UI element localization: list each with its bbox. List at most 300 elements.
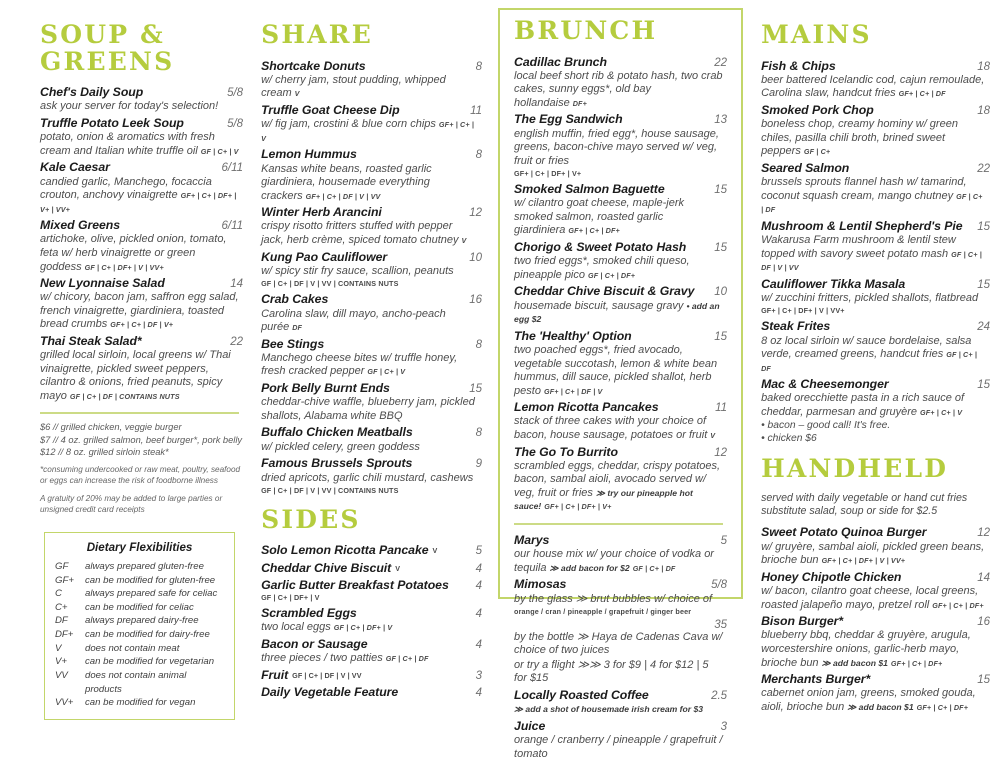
menu-item[interactable] — [261, 249, 482, 291]
item-header — [261, 336, 482, 352]
item-description: baked orecchiette pasta in a rich sauce of cheddar, parmesan and gruyère GF+ | C+ | V — [761, 392, 965, 418]
dietary-tags: GF | C+ | DF — [632, 563, 676, 573]
menu-item[interactable] — [761, 376, 990, 446]
menu-item[interactable] — [761, 318, 990, 375]
column-brunch — [498, 8, 743, 760]
item-name: Bacon or Sausage — [261, 637, 368, 651]
menu-item[interactable] — [761, 524, 990, 567]
dietary-definition: can be modified for gluten-free — [85, 574, 216, 586]
item-header — [261, 636, 482, 652]
dietary-tag: V — [395, 563, 401, 573]
dietary-code: GF — [55, 561, 69, 573]
dietary-tags: GF+ | C+ | DF+ — [932, 600, 984, 610]
dietary-tags: GF | C+ — [803, 147, 831, 157]
dietary-tags: GF+ | C+ | DF+ — [916, 702, 969, 712]
menu-item[interactable] — [514, 54, 727, 111]
item-description: w/ gruyère, sambal aioli, pickled green beans, brioche bun GF+ | C+ | DF+ | V | VV+ — [761, 540, 985, 567]
menu-item[interactable] — [761, 569, 990, 612]
item-price: 3 — [720, 720, 728, 733]
menu-item[interactable] — [261, 455, 482, 497]
item-header — [761, 376, 990, 392]
menu-item[interactable] — [261, 636, 482, 666]
dietary-row — [55, 614, 224, 628]
menu-item[interactable] — [40, 333, 243, 403]
dietary-row — [55, 574, 224, 588]
item-header — [761, 160, 990, 176]
dietary-tags: GF | C+ | DF+ | V | VV+ — [84, 262, 164, 272]
menu-item[interactable] — [761, 58, 990, 101]
item-header — [761, 613, 990, 629]
item-note: ≫ add a shot of housemade irish cream for $3 — [514, 704, 704, 715]
column-share-sides — [253, 14, 498, 700]
item-header — [761, 524, 990, 540]
menu-item[interactable] — [261, 380, 482, 423]
item-header — [261, 102, 482, 118]
item-price: 15 — [714, 330, 728, 343]
item-header — [514, 54, 727, 70]
addon-line: $7 // 4 oz. grilled salmon, beef burger*, pork belly — [40, 434, 243, 445]
dietary-row — [55, 696, 224, 710]
dietary-tags: GF+ | C+ | V — [920, 407, 963, 417]
menu-item[interactable] — [514, 444, 727, 514]
item-description: w/ fig jam, crostini & blue corn chips GF+ | C+ | V — [261, 118, 475, 143]
dietary-tags: GF+ | C+ | DF+ | V | VV+ — [761, 306, 845, 316]
dietary-tags: GF | C+ | DF | V | VV — [761, 249, 982, 273]
dietary-definition: does not contain animal products — [85, 669, 187, 695]
item-description: dried apricots, garlic chili mustard, cashews — [261, 471, 474, 484]
item-price: 5 — [720, 534, 728, 547]
item-price: 15 — [977, 220, 990, 233]
item-description: stack of three cakes with your choice of bacon, house sausage, potatoes or fruit V — [514, 415, 716, 441]
item-name: Seared Salmon — [761, 160, 850, 175]
item-description: by the glass ≫ brut bubbles w/ choice of — [514, 592, 713, 605]
dietary-code: V+ — [55, 656, 68, 668]
dietary-tags: GF+ | C+ | DF+ | V+ — [514, 169, 582, 179]
item-header — [761, 218, 990, 234]
item-name: Mixed Greens — [40, 218, 121, 233]
item-header — [261, 146, 482, 162]
item-price: 11 — [715, 402, 728, 415]
gratuity-text: A gratuity of 20% may be added to large parties or unsigned credit card receipts — [40, 494, 223, 515]
item-description: grilled local sirloin, local greens w/ Thai vinaigrette, pickled sweet peppers, cilantro & onions, fried peanuts, spicy mayo GF | C+ | DF | CONTAINS NUTS — [40, 349, 231, 402]
item-price: 5/8 — [227, 117, 244, 130]
item-header — [761, 58, 990, 74]
item-description: w/ pickled celery, green goddess — [261, 440, 420, 453]
menu-item[interactable] — [514, 532, 727, 575]
item-name: Kung Pao Cauliflower — [261, 249, 388, 264]
dietary-tags: DF+ — [572, 98, 587, 108]
item-price: 4 — [475, 639, 483, 651]
item-extra: • chicken $6 — [761, 433, 817, 445]
dietary-tags: GF | C+ | DF | CONTAINS NUTS — [69, 391, 180, 401]
menu-item[interactable] — [261, 605, 482, 635]
dietary-row — [55, 560, 224, 574]
item-price: 8 — [475, 338, 483, 351]
menu-item[interactable] — [261, 667, 482, 683]
dietary-row — [55, 601, 224, 615]
item-name: Honey Chipotle Chicken — [761, 569, 902, 584]
menu-item[interactable] — [40, 84, 243, 114]
item-name: Smoked Pork Chop — [761, 102, 874, 117]
item-name: Cheddar Chive Biscuit & Gravy — [514, 284, 695, 299]
item-name: Truffle Potato Leek Soup — [40, 115, 184, 130]
item-description: crispy risotto fritters stuffed with pepper jack, herb crème, spiced tomato chutney V — [261, 220, 467, 246]
item-name: Juice — [514, 718, 546, 733]
item-description: w/ cilantro goat cheese, maple-jerk smoked salmon, roasted garlic giardiniera GF+ | C+ | DF+ — [514, 197, 685, 237]
menu-item[interactable] — [514, 111, 727, 180]
item-note: • add an egg $2 — [514, 300, 720, 325]
menu-item[interactable] — [40, 115, 243, 158]
item-description: artichoke, olive, pickled onion, tomato, feta w/ herb vinaigrette or green goddess GF | C+ | DF+ | V | VV+ — [40, 233, 227, 273]
brunch-divider — [514, 523, 723, 525]
menu-item[interactable] — [514, 328, 727, 398]
dietary-tags: DF — [292, 323, 303, 333]
item-description: cabernet onion jam, greens, smoked gouda, aioli, brioche bun ≫ add bacon $1 GF+ | C+ | DF+ — [761, 687, 976, 713]
item-price: 13 — [714, 114, 728, 127]
item-name: Buffalo Chicken Meatballs — [261, 425, 413, 440]
dietary-tags: GF | C+ | V — [200, 146, 239, 156]
item-name: Garlic Butter Breakfast Potatoes — [261, 578, 449, 592]
menu-item[interactable] — [514, 181, 727, 238]
item-description — [514, 703, 727, 717]
menu-item[interactable] — [261, 424, 482, 454]
dietary-code: DF — [55, 615, 68, 627]
item-header — [40, 333, 243, 349]
item-header — [261, 577, 482, 593]
item-description: Manchego cheese bites w/ truffle honey, fresh cracked pepper GF | C+ | V — [261, 351, 458, 378]
item-name: Shortcake Donuts — [261, 58, 366, 73]
dietary-tags: GF | C+ | DF+ — [588, 270, 636, 280]
dietary-code: C+ — [55, 601, 68, 613]
item-header — [761, 102, 990, 118]
share-items — [261, 58, 482, 497]
item-price: 10 — [714, 286, 728, 299]
dietary-row — [55, 655, 224, 669]
dietary-tag: V — [432, 546, 438, 556]
item-name: Chef's Daily Soup — [40, 85, 144, 99]
item-header — [261, 560, 482, 576]
menu-item[interactable] — [261, 58, 482, 101]
item-header — [261, 204, 482, 220]
dietary-definition: can be modified for vegan — [85, 697, 196, 709]
item-description: english muffin, fried egg*, house sausage, greens, bacon-chive mayo served w/ veg, fruit or fries — [514, 127, 719, 167]
column-soup-greens — [6, 14, 253, 709]
item-price: 15 — [714, 241, 728, 254]
dietary-row — [55, 642, 224, 656]
item-price: 15 — [977, 379, 990, 392]
item-header — [514, 532, 727, 548]
dietary-tags: GF+ | C+ | DF | V+ — [110, 320, 174, 330]
item-note: ≫ try our pineapple hot sauce! — [514, 487, 693, 512]
item-name: Cadillac Brunch — [514, 54, 607, 69]
dietary-code: DF+ — [55, 629, 74, 641]
item-name: Merchants Burger* — [761, 672, 871, 687]
item-price: 8 — [475, 60, 483, 73]
item-header — [261, 249, 482, 265]
item-price: 16 — [977, 616, 990, 629]
dietary-rows — [55, 560, 224, 710]
item-header — [514, 576, 727, 592]
item-price: 2.5 — [711, 690, 728, 702]
item-name: Lemon Ricotta Pancakes — [514, 400, 659, 415]
item-price: 15 — [977, 674, 990, 687]
dietary-definition: can be modified for dairy-free — [85, 629, 210, 641]
item-price: 22 — [977, 162, 990, 175]
dietary-tags: GF+ | C+ | V — [261, 120, 475, 143]
mains-items — [761, 58, 990, 447]
item-header — [261, 380, 482, 396]
item-note: ≫ add bacon for $2 — [549, 562, 630, 573]
menu-item[interactable] — [514, 659, 727, 686]
item-header — [514, 181, 727, 197]
item-header — [761, 276, 990, 292]
item-description: Carolina slaw, dill mayo, ancho-peach purée DF — [261, 307, 446, 334]
item-header — [514, 111, 727, 127]
item-price: 15 — [469, 382, 483, 395]
item-header — [514, 718, 727, 734]
item-price: 12 — [977, 527, 990, 540]
dietary-definition: can be modified for vegetarian — [85, 656, 215, 668]
item-price: 14 — [977, 571, 990, 584]
item-price: 8 — [475, 149, 483, 162]
item-name: Pork Belly Burnt Ends — [261, 380, 390, 395]
item-header — [514, 283, 727, 299]
item-header — [261, 605, 482, 621]
item-description: three pieces / two patties GF | C+ | DF — [261, 652, 429, 665]
item-description: w/ cherry jam, stout pudding, whipped cream V — [261, 73, 446, 100]
dietary-definition: can be modified for celiac — [85, 601, 194, 613]
menu-item[interactable] — [261, 146, 482, 203]
item-name: Marys — [514, 532, 550, 547]
item-price: 4 — [475, 608, 483, 621]
dietary-row — [55, 669, 224, 696]
addons-list — [40, 421, 243, 458]
item-header — [514, 239, 727, 255]
item-description: cheddar-chive waffle, blueberry jam, pickled shallots, Alabama white BBQ — [261, 396, 475, 422]
item-price: 14 — [230, 278, 244, 291]
item-header — [261, 684, 482, 700]
dietary-tags: V — [294, 89, 300, 99]
section-title-sides: SIDES — [261, 504, 361, 534]
item-name: The Egg Sandwich — [514, 112, 623, 127]
item-name: Cauliflower Tikka Masala — [761, 276, 906, 291]
item-description: orange / cranberry / pineapple / grapefruit / tomato — [514, 734, 723, 760]
menu-item[interactable] — [261, 291, 482, 334]
item-price: 16 — [469, 294, 483, 307]
sides-items — [261, 542, 482, 700]
dietary-code: VV+ — [55, 697, 74, 709]
item-header — [261, 455, 482, 471]
menu-item[interactable] — [761, 276, 990, 318]
item-description: Kansas white beans, roasted garlic giardiniera, housemade everything crackers GF+ | C+ | DF | V | VV — [261, 162, 432, 202]
item-price: 8 — [475, 427, 483, 440]
item-name: Thai Steak Salad* — [40, 333, 142, 348]
item-name: Truffle Goat Cheese Dip — [261, 102, 400, 117]
menu-item[interactable] — [261, 542, 482, 558]
menu-item[interactable] — [261, 684, 482, 700]
dietary-tags: GF | C+ | DF+ | V — [261, 593, 320, 603]
menu-item[interactable] — [514, 283, 727, 326]
item-description: w/ chicory, bacon jam, saffron egg salad, french vinaigrette, giardiniera, toasted bread crumbs GF+ | C+ | DF | V+ — [40, 291, 239, 331]
menu-item[interactable] — [514, 718, 727, 761]
item-header — [514, 399, 727, 415]
addon-line: $12 // 8 oz. grilled sirloin steak* — [40, 447, 169, 458]
item-header — [514, 687, 727, 703]
dietary-definition: does not contain meat — [85, 642, 180, 654]
item-price: 4 — [475, 562, 483, 575]
item-description: potato, onion & aromatics with fresh cream and Italian white truffle oil GF | C+ | V — [40, 131, 239, 157]
menu-item[interactable] — [761, 218, 990, 275]
item-description: beer battered Icelandic cod, cajun remoulade, Carolina slaw, handcut fries GF+ | C+ | DF — [761, 73, 985, 100]
item-header — [261, 291, 482, 307]
item-header — [514, 619, 727, 631]
item-name: Crab Cakes — [261, 292, 329, 307]
dietary-tags: V — [710, 430, 716, 440]
menu-item[interactable] — [261, 577, 482, 604]
item-note: ≫ add bacon $1 — [847, 701, 914, 712]
dietary-tags: GF | C+ | DF | V | VV | CONTAINS NUTS — [261, 279, 399, 289]
section-title-handheld: HANDHELD — [761, 454, 949, 484]
dietary-tags: GF | C+ | DF | V | VV | CONTAINS NUTS — [261, 486, 399, 496]
item-description: w/ zucchini fritters, pickled shallots, flatbread — [761, 291, 979, 304]
item-description: blueberry bbq, cheddar & gruyère, arugula, worcestershire onions, garlic-herb mayo, brioche bun ≫ add bacon $1 GF+ | C+ | DF+ — [761, 629, 971, 669]
item-description: candied garlic, Manchego, focaccia crouton, anchovy vinaigrette GF+ | C+ | DF+ | V+ | VV+ — [40, 175, 237, 214]
item-description: local beef short rib & potato hash, two crab cakes, sunny eggs*, old bay hollandaise DF+ — [514, 69, 723, 109]
disclaimer-text: *consuming undercooked or raw meat, poultry, seafood or eggs can increase the risk of foodborne illness — [40, 465, 241, 486]
menu-item[interactable] — [514, 687, 727, 717]
item-name: Kale Caesar — [40, 160, 110, 175]
item-price: 35 — [714, 618, 728, 631]
menu-item[interactable] — [261, 204, 482, 247]
dietary-tags: GF | C+ | DF — [761, 350, 978, 373]
item-header — [761, 671, 990, 687]
item-name: Daily Vegetable Feature — [261, 685, 399, 700]
item-price: 22 — [714, 56, 728, 69]
item-header — [261, 58, 482, 74]
handheld-items — [761, 524, 990, 714]
item-name: Bison Burger* — [761, 614, 844, 629]
menu-item[interactable] — [514, 239, 727, 282]
dietary-code: C — [55, 588, 62, 600]
soup-greens-items — [40, 84, 243, 403]
menu-item[interactable] — [514, 576, 727, 618]
brunch-drinks — [514, 532, 727, 761]
item-price: 9 — [475, 458, 483, 471]
item-name: Steak Frites — [761, 319, 831, 334]
dietary-row — [55, 587, 224, 601]
section-title-brunch: BRUNCH — [514, 16, 658, 45]
dietary-tags: orange / cran / pineapple / grapefruit / ginger beer — [514, 607, 692, 617]
menu-item[interactable] — [40, 159, 243, 216]
item-description: two fried eggs*, smoked chili queso, pineapple pico GF | C+ | DF+ — [514, 255, 690, 281]
item-header — [40, 217, 243, 233]
item-extra: • bacon – good call! It's free. — [761, 420, 891, 432]
item-name: The 'Healthy' Option — [514, 328, 632, 343]
item-price: 24 — [977, 321, 990, 334]
dietary-flexibilities-box — [44, 532, 235, 720]
menu-item[interactable] — [261, 336, 482, 379]
item-name: Smoked Salmon Baguette — [514, 182, 665, 197]
item-name: Locally Roasted Coffee — [514, 688, 649, 702]
column-mains-handheld — [747, 14, 994, 713]
dietary-tags: V — [461, 236, 467, 245]
section-title-soup-greens: SOUP & GREENS — [40, 20, 175, 76]
item-price: 4 — [475, 687, 483, 700]
item-description: our house mix w/ your choice of vodka or tequila ≫ add bacon for $2 GF | C+ | DF — [514, 548, 714, 574]
item-description: ask your server for today's selection! — [40, 100, 219, 113]
item-name: Mimosas — [514, 577, 567, 592]
dietary-box-title: Dietary Flexibilities — [86, 541, 193, 555]
item-header — [40, 84, 243, 100]
menu-item[interactable] — [761, 671, 990, 714]
menu-item[interactable] — [40, 275, 243, 332]
menu-item[interactable] — [761, 160, 990, 217]
item-name: Bee Stings — [261, 336, 325, 351]
item-name: Fruit GF | C+ | DF | V | VV — [261, 667, 362, 682]
item-price: 5/8 — [711, 579, 728, 592]
item-price: 5/8 — [227, 87, 244, 99]
dietary-tags: GF+ | C+ | DF+ | V+ — [544, 502, 612, 512]
item-price: 15 — [714, 184, 728, 197]
brunch-items — [514, 54, 727, 514]
dietary-tags: GF+ | C+ | DF+ — [890, 658, 943, 668]
item-price: 22 — [230, 335, 244, 348]
item-price: 4 — [475, 580, 483, 592]
menu-item[interactable] — [761, 102, 990, 159]
item-name: Winter Herb Arancini — [261, 205, 382, 220]
dietary-tags: GF+ | C+ | DF | V — [543, 386, 603, 396]
item-description: w/ bacon, cilantro goat cheese, local greens, roasted jalapeño mayo, pretzel roll GF+ | C+ | DF+ — [761, 585, 984, 611]
item-name: Fish & Chips — [761, 58, 836, 73]
item-price: 12 — [714, 446, 728, 459]
menu-item[interactable] — [261, 560, 482, 576]
menu-item[interactable] — [261, 102, 482, 145]
item-description: housemade biscuit, sausage gravy • add an egg $2 — [514, 299, 720, 325]
item-price: 11 — [470, 104, 483, 117]
item-name: Lemon Hummus — [261, 147, 357, 162]
item-price: 18 — [977, 104, 990, 117]
item-note: ≫ add bacon $1 — [821, 657, 888, 668]
item-name: Mushroom & Lentil Shepherd's Pie — [761, 218, 963, 233]
item-price: 6/11 — [221, 162, 244, 175]
dietary-code: V — [55, 642, 62, 654]
menu-item[interactable] — [514, 399, 727, 442]
item-name: Cheddar Chive Biscuit V — [261, 560, 401, 575]
dietary-tag: GF | C+ | DF | V | VV — [292, 670, 362, 680]
menu-item[interactable] — [761, 613, 990, 670]
item-header — [261, 667, 482, 683]
item-price: 12 — [469, 207, 483, 220]
menu-item[interactable] — [40, 217, 243, 274]
item-name: Solo Lemon Ricotta Pancake V — [261, 543, 438, 558]
item-description: two poached eggs*, fried avocado, vegetable succotash, lemon & white bean hummus, dill sauce, pickled shallot, herb pesto GF+ | C+ | DF | V — [514, 344, 718, 397]
item-name: Sweet Potato Quinoa Burger — [761, 525, 927, 540]
item-price: 3 — [475, 669, 483, 682]
item-header — [761, 318, 990, 334]
item-header — [261, 542, 482, 558]
item-header — [40, 275, 243, 291]
item-description: or try a flight ≫≫ 3 for $9 | 4 for $12 | 5 for $15 — [514, 658, 709, 685]
menu-item[interactable] — [514, 619, 727, 658]
item-price: 18 — [977, 60, 990, 73]
item-description: brussels sprouts flannel hash w/ tamarind, coconut squash cream, mango chutney GF | C+ | DF — [761, 176, 983, 215]
item-description: w/ spicy stir fry sauce, scallion, peanuts — [261, 264, 454, 277]
item-header — [40, 115, 243, 131]
item-description: scrambled eggs, cheddar, crispy potatoes, bacon, sambal aioli, avocado served w/ veg, fruit or fries ≫ try our pineapple hot sauce! GF+ | C+ | DF+ | V+ — [514, 459, 721, 512]
handheld-intro: served with daily vegetable or hand cut fries substitute salad, soup or side for $2.5 — [761, 491, 968, 518]
section-title-share: SHARE — [261, 20, 373, 49]
item-description: by the bottle ≫ Haya de Cadenas Cava w/ choice of two juices — [514, 630, 723, 657]
